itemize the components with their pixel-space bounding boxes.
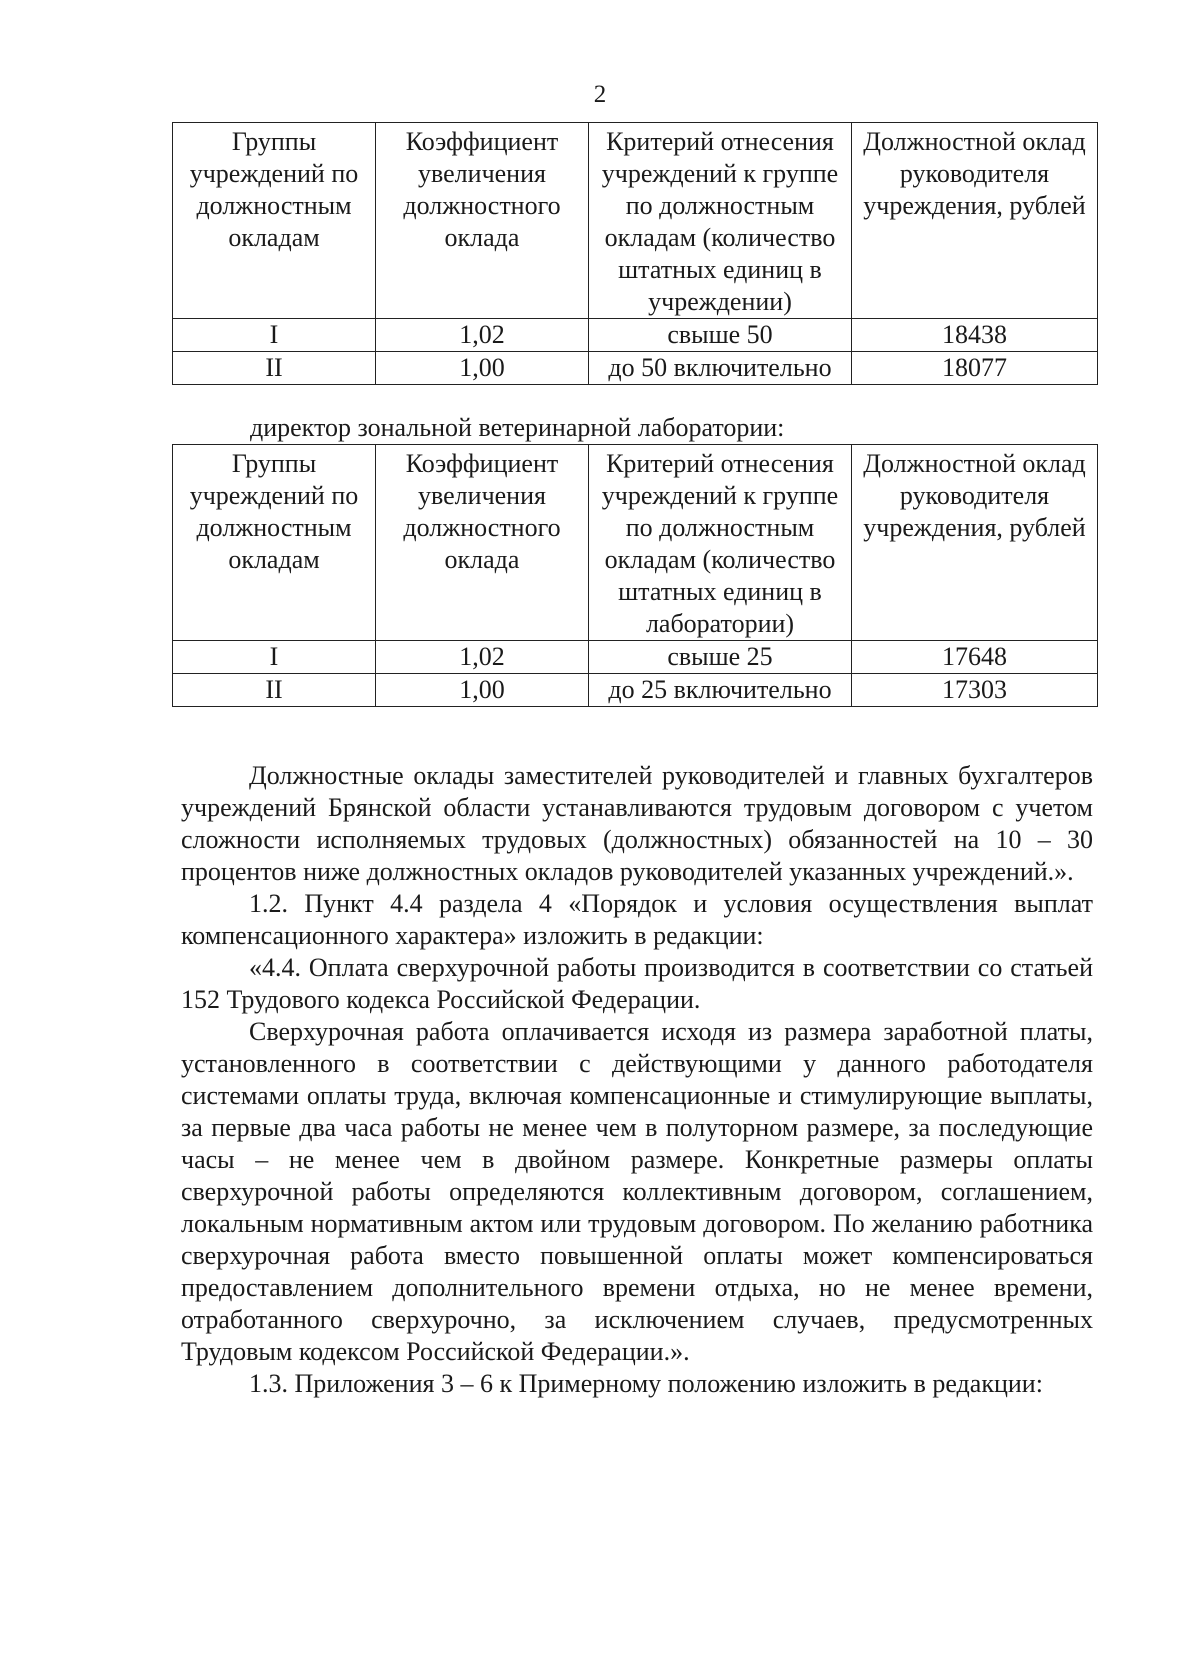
cell-coefficient: 1,00 — [376, 674, 589, 707]
cell-group: I — [173, 641, 376, 674]
cell-group: II — [173, 352, 376, 385]
paragraph-overtime-pay: Сверхурочная работа оплачивается исходя из размера заработной платы, установленного в соответствии с действующими у данного работодателя системами оплаты труда, включая компенсационные и стимулирующие выплаты, за первые два часа работы не менее чем в полуторном размере, за последующие часы – не менее чем в двойном размере. Конкретные размеры оплаты сверхурочной работы определяются коллективным договором, соглашением, локальным нормативным актом или трудовым договором. По желанию работника сверхурочная работа вместо повышенной оплаты может компенсироваться предоставлением дополнительного времени отдыха, но не менее времени, отработанного сверхурочно, за исключением случаев, предусмотренных Трудовым кодексом Российской Федерации.». — [181, 1017, 1093, 1366]
table-row — [173, 352, 1098, 385]
cell-criterion: свыше 25 — [589, 641, 852, 674]
header-salary: Должностной оклад руководителя учреждения, рублей — [852, 445, 1098, 641]
salary-table-laboratory — [172, 444, 1098, 707]
page-number: 2 — [593, 81, 607, 108]
cell-coefficient: 1,02 — [376, 641, 589, 674]
paragraph-item-1-2: 1.2. Пункт 4.4 раздела 4 «Порядок и условия осуществления выплат компенсационного характера» изложить в редакции: — [181, 889, 1093, 950]
header-group: Группы учреждений по должностным окладам — [173, 123, 376, 319]
cell-criterion: до 25 включительно — [589, 674, 852, 707]
header-criterion: Критерий отнесения учреждений к группе по должностным окладам (количество штатных единиц в учреждении) — [589, 123, 852, 319]
header-criterion: Критерий отнесения учреждений к группе по должностным окладам (количество штатных единиц в лаборатории) — [589, 445, 852, 641]
cell-coefficient: 1,02 — [376, 319, 589, 352]
paragraph-item-1-3: 1.3. Приложения 3 – 6 к Примерному положению изложить в редакции: — [249, 1369, 1043, 1398]
cell-coefficient: 1,00 — [376, 352, 589, 385]
cell-criterion: до 50 включительно — [589, 352, 852, 385]
table-caption: директор зональной ветеринарной лаборатории: — [250, 413, 785, 442]
table-row — [173, 319, 1098, 352]
header-coefficient: Коэффициент увеличения должностного оклада — [376, 123, 589, 319]
cell-group: II — [173, 674, 376, 707]
table-header-row — [173, 123, 1098, 319]
cell-group: I — [173, 319, 376, 352]
table-row — [173, 641, 1098, 674]
body-text — [181, 760, 1093, 1400]
header-coefficient: Коэффициент увеличения должностного оклада — [376, 445, 589, 641]
salary-table-institutions — [172, 122, 1098, 385]
cell-salary: 17303 — [852, 674, 1098, 707]
header-group: Группы учреждений по должностным окладам — [173, 445, 376, 641]
cell-salary: 17648 — [852, 641, 1098, 674]
table-row — [173, 674, 1098, 707]
paragraph-item-4-4: «4.4. Оплата сверхурочной работы производится в соответствии со статьей 152 Трудового кодекса Российской Федерации. — [181, 953, 1093, 1014]
cell-criterion: свыше 50 — [589, 319, 852, 352]
cell-salary: 18077 — [852, 352, 1098, 385]
paragraph-deputy-salaries: Должностные оклады заместителей руководителей и главных бухгалтеров учреждений Брянской области устанавливаются трудовым договором с учетом сложности исполняемых трудовых (должностных) обязанностей на 10 – 30 процентов ниже должностных окладов руководителей указанных учреждений.». — [181, 761, 1093, 886]
table-header-row — [173, 445, 1098, 641]
cell-salary: 18438 — [852, 319, 1098, 352]
header-salary: Должностной оклад руководителя учреждения, рублей — [852, 123, 1098, 319]
